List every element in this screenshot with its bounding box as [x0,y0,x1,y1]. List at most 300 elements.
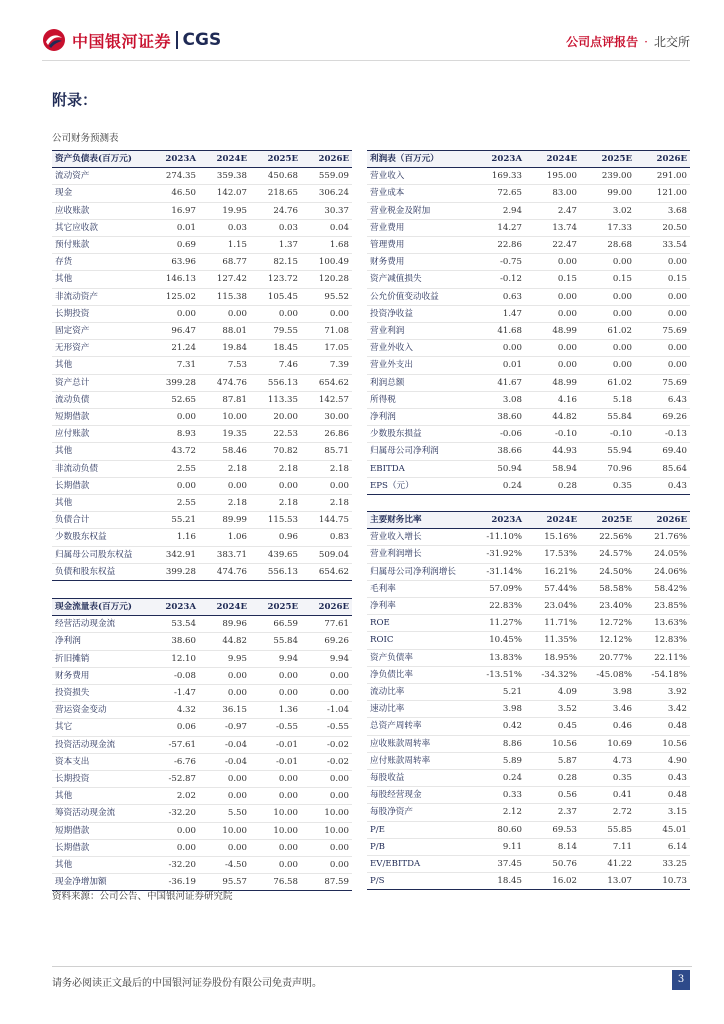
value-cell: 58.42% [654,583,687,594]
table-row [52,512,352,529]
value-cell: 2.47 [557,205,577,216]
table-row [367,752,690,769]
value-cell: 12.72% [599,618,632,629]
row-label-cell: 其他 [55,498,73,509]
value-cell: 0.00 [612,291,632,302]
value-cell: 0.00 [278,842,298,853]
value-cell: 21.24 [171,343,196,354]
value-cell: 16.21% [544,566,577,577]
value-cell: 2.18 [329,498,349,509]
row-label-cell: ROIC [370,635,394,646]
disclaimer-text: 请务必阅读正文最后的中国银河证券股份有限公司免责声明。 [52,978,322,989]
value-cell: 52.65 [171,394,196,405]
value-cell: 10.56 [552,738,577,749]
table-row [52,667,352,684]
row-label-cell: 每股经营现金 [370,790,422,801]
value-cell: 144.75 [318,515,349,526]
row-label-cell: 流动负债 [55,394,90,405]
value-cell: 4.73 [612,755,632,766]
table-row [367,305,690,322]
table-row [367,804,690,821]
value-cell: 11.71% [544,618,577,629]
table-row [52,185,352,202]
value-cell: 55.94 [607,446,632,457]
table-header-row [367,151,690,168]
value-cell: 2.18 [227,498,247,509]
key-ratios-table [367,511,690,890]
value-cell: 4.09 [557,687,577,698]
value-cell: -0.06 [499,429,522,440]
table-row [367,168,690,185]
value-cell: 10.00 [222,412,247,423]
table-row [367,323,690,340]
value-cell: 0.24 [502,480,522,491]
value-cell: 10.00 [273,808,298,819]
value-cell: 7.39 [329,360,349,371]
value-cell: 0.00 [329,480,349,491]
table-row [367,580,690,597]
value-cell: 33.54 [662,240,687,251]
row-label-cell: EV/EBITDA [370,859,421,870]
value-cell: 68.77 [222,257,247,268]
table-row [52,357,352,374]
value-cell: 2.55 [176,463,196,474]
row-label-cell: 营业利润 [370,326,405,337]
value-cell: 0.00 [278,860,298,871]
value-cell: 5.89 [502,755,522,766]
table-row [52,391,352,408]
value-cell: 0.00 [278,791,298,802]
value-cell: 69.40 [662,446,687,457]
value-cell: 274.35 [165,171,196,182]
value-cell: 0.46 [612,721,632,732]
value-cell: 1.15 [227,240,247,251]
row-label-cell: 短期借款 [55,825,90,836]
value-cell: 11.35% [544,635,577,646]
value-cell: 0.15 [557,274,577,285]
value-cell: 342.91 [165,549,196,560]
logo-chinese-name: 中国银河证券 [72,31,172,51]
table-row [52,702,352,719]
value-cell: 1.47 [502,308,522,319]
value-cell: 19.35 [222,429,247,440]
value-cell: 0.43 [667,480,687,491]
value-cell: 70.96 [607,463,632,474]
value-cell: 1.36 [278,705,298,716]
value-cell: 22.53 [273,429,298,440]
table-row [52,426,352,443]
value-cell: -52.87 [168,774,196,785]
table-row [52,839,352,856]
table-row [367,271,690,288]
value-cell: 24.57% [599,549,632,560]
value-cell: 9.11 [502,841,522,852]
value-cell: 14.27 [497,222,522,233]
value-cell: 0.00 [329,791,349,802]
value-cell: 18.45 [497,876,522,887]
value-cell: 105.45 [267,291,298,302]
value-cell: -34.32% [541,669,577,680]
value-cell: 239.00 [601,171,632,182]
value-cell: -32.20 [168,808,196,819]
table-row [52,202,352,219]
table-row [52,219,352,236]
value-cell: 509.04 [318,549,349,560]
value-cell: 0.00 [667,308,687,319]
value-cell: 43.72 [171,446,196,457]
value-cell: 0.69 [176,240,196,251]
row-label-cell: 负债和股东权益 [55,566,116,577]
value-cell: 0.00 [278,774,298,785]
value-cell: 0.00 [667,257,687,268]
value-cell: 24.50% [599,566,632,577]
row-label-cell: 资产总计 [55,377,90,388]
value-cell: 0.00 [667,343,687,354]
value-cell: 399.28 [165,566,196,577]
value-cell: 4.16 [557,394,577,405]
value-cell: 2.18 [278,498,298,509]
value-cell: 439.65 [267,549,298,560]
row-label-cell: EBITDA [370,463,405,474]
value-cell: 121.00 [656,188,687,199]
value-cell: 0.06 [176,722,196,733]
value-cell: 142.57 [318,394,349,405]
row-label-cell: 营业收入 [370,171,405,182]
value-cell: 95.57 [222,877,247,888]
table-title-cell: 主要财务比率 [370,515,422,525]
table-row [367,821,690,838]
value-cell: 10.45% [489,635,522,646]
value-cell: 18.95% [544,652,577,663]
value-cell: 26.86 [324,429,349,440]
value-cell: 30.00 [324,412,349,423]
row-label-cell: 净利润 [370,412,396,423]
value-cell: 0.33 [502,790,522,801]
value-cell: 22.56% [599,532,632,543]
value-cell: 218.65 [267,188,298,199]
value-cell: 2.18 [329,463,349,474]
value-cell: 20.50 [662,222,687,233]
table-row [367,735,690,752]
value-cell: 19.95 [222,205,247,216]
value-cell: 20.77% [599,652,632,663]
value-cell: 0.15 [612,274,632,285]
value-cell: 0.01 [502,360,522,371]
table-row [52,271,352,288]
value-cell: 306.24 [318,188,349,199]
year-header-cell: 2026E [656,154,687,164]
value-cell: 20.00 [273,412,298,423]
value-cell: 85.71 [324,446,349,457]
value-cell: 2.94 [502,205,522,216]
table-row [52,805,352,822]
value-cell: 23.04% [544,601,577,612]
value-cell: 125.02 [165,291,196,302]
value-cell: 0.96 [278,532,298,543]
value-cell: 0.45 [557,721,577,732]
row-label-cell: 每股净资产 [370,807,413,818]
value-cell: 8.93 [176,429,196,440]
value-cell: 0.00 [329,842,349,853]
table-row [52,857,352,874]
row-label-cell: 预付账款 [55,240,90,251]
table-row [52,771,352,788]
row-label-cell: 长期投资 [55,308,90,319]
table-row [52,822,352,839]
value-cell: -32.20 [168,860,196,871]
table-row [367,770,690,787]
report-type-label [566,33,690,50]
value-cell: 146.13 [165,274,196,285]
value-cell: 5.87 [557,755,577,766]
value-cell: 8.86 [502,738,522,749]
value-cell: 0.24 [502,773,522,784]
value-cell: 24.06% [654,566,687,577]
value-cell: 2.72 [612,807,632,818]
year-header-cell: 2025E [601,154,632,164]
value-cell: 87.59 [324,877,349,888]
year-header-cell: 2025E [601,515,632,525]
row-label-cell: 其他 [55,860,73,871]
table-header-row [52,151,352,168]
table-header-row [52,599,352,616]
value-cell: 18.45 [273,343,298,354]
table-row [52,168,352,185]
row-label-cell: 归属母公司净利润 [370,446,439,457]
value-cell: 17.33 [607,222,632,233]
row-label-cell: 现金 [55,188,73,199]
table-row [52,719,352,736]
value-cell: 71.08 [324,326,349,337]
value-cell: 0.00 [227,480,247,491]
value-cell: 0.00 [227,688,247,699]
value-cell: 5.18 [612,394,632,405]
value-cell: 169.33 [491,171,522,182]
row-label-cell: 应付账款 [55,429,90,440]
row-label-cell: 投资活动现金流 [55,739,116,750]
value-cell: 22.83% [489,601,522,612]
value-cell: 0.83 [329,532,349,543]
value-cell: 383.71 [216,549,247,560]
value-cell: 0.00 [176,480,196,491]
value-cell: 0.00 [612,308,632,319]
table-row [367,288,690,305]
value-cell: 36.15 [222,705,247,716]
row-label-cell: 投资净收益 [370,308,413,319]
table-row [52,529,352,546]
value-cell: 72.65 [497,188,522,199]
table-row [52,563,352,580]
value-cell: 115.53 [267,515,298,526]
table-row [367,185,690,202]
value-cell: 0.01 [176,222,196,233]
row-label-cell: 存货 [55,257,73,268]
row-label-cell: 长期借款 [55,842,90,853]
value-cell: 79.55 [273,326,298,337]
row-label-cell: 资产负债率 [370,652,413,663]
value-cell: -13.51% [486,669,522,680]
value-cell: 75.69 [662,377,687,388]
value-cell: -0.08 [173,670,196,681]
value-cell: 1.06 [227,532,247,543]
value-cell: 89.96 [222,619,247,630]
row-label-cell: 现金净增加额 [55,877,107,888]
value-cell: 654.62 [318,566,349,577]
value-cell: 75.69 [662,326,687,337]
value-cell: 0.00 [329,860,349,871]
year-header-cell: 2023A [491,154,522,164]
row-label-cell: 净利润 [55,636,81,647]
row-label-cell: 利润总额 [370,377,405,388]
value-cell: 3.42 [667,704,687,715]
table-row [367,219,690,236]
exchange-label: 北交所 [653,35,690,49]
value-cell: 48.99 [552,326,577,337]
company-logo [42,28,221,52]
value-cell: 0.41 [612,790,632,801]
value-cell: 2.02 [176,791,196,802]
value-cell: 359.38 [216,171,247,182]
value-cell: 5.21 [502,687,522,698]
value-cell: 61.02 [607,326,632,337]
table-row [367,718,690,735]
value-cell: 123.72 [267,274,298,285]
year-header-cell: 2025E [267,602,298,612]
row-label-cell: 应收账款 [55,205,90,216]
value-cell: 0.00 [227,308,247,319]
value-cell: -4.50 [224,860,247,871]
value-cell: -31.14% [486,566,522,577]
value-cell: 399.28 [165,377,196,388]
value-cell: 13.74 [552,222,577,233]
value-cell: 13.07 [607,876,632,887]
year-header-cell: 2023A [491,515,522,525]
value-cell: 87.81 [222,394,247,405]
table-row [367,374,690,391]
value-cell: 24.05% [654,549,687,560]
value-cell: 0.00 [278,308,298,319]
table-row [52,460,352,477]
value-cell: -11.10% [486,532,522,543]
table-row [367,391,690,408]
value-cell: -0.01 [275,739,298,750]
row-label-cell: 其它应收款 [55,222,98,233]
value-cell: 70.82 [273,446,298,457]
value-cell: 63.96 [171,257,196,268]
value-cell: 22.47 [552,240,577,251]
value-cell: 3.46 [612,704,632,715]
row-label-cell: 财务费用 [370,257,405,268]
value-cell: 3.92 [667,687,687,698]
row-label-cell: 流动比率 [370,687,405,698]
value-cell: 55.84 [273,636,298,647]
value-cell: 4.32 [176,705,196,716]
footer-divider [52,966,692,967]
value-cell: -0.55 [275,722,298,733]
data-source: 资料来源：公司公告、中国银河证券研究院 [52,891,233,902]
value-cell: -0.02 [326,756,349,767]
year-header-cell: 2026E [318,154,349,164]
row-label-cell: 投资损失 [55,688,90,699]
table-row [367,202,690,219]
year-header-cell: 2024E [216,154,247,164]
row-label-cell: 应收账款周转率 [370,738,431,749]
value-cell: 58.94 [552,463,577,474]
row-label-cell: 其它 [55,722,73,733]
row-label-cell: 无形资产 [55,343,90,354]
value-cell: -0.10 [554,429,577,440]
table-row [52,340,352,357]
value-cell: 23.85% [654,601,687,612]
year-header-cell: 2026E [318,602,349,612]
value-cell: 15.16% [544,532,577,543]
value-cell: 3.98 [502,704,522,715]
value-cell: 0.00 [612,257,632,268]
value-cell: 0.35 [612,773,632,784]
value-cell: -36.19 [168,877,196,888]
value-cell: 1.16 [176,532,196,543]
value-cell: 0.03 [227,222,247,233]
value-cell: 41.67 [497,377,522,388]
table-row [52,685,352,702]
table-row [52,616,352,633]
value-cell: 0.00 [176,412,196,423]
table-row [367,684,690,701]
row-label-cell: 归属母公司净利润增长 [370,566,456,577]
table-row [52,409,352,426]
row-label-cell: 营业费用 [370,222,405,233]
value-cell: 9.94 [329,653,349,664]
row-label-cell: 所得税 [370,394,396,405]
table-row [52,546,352,563]
value-cell: 8.14 [557,841,577,852]
row-label-cell: 非流动资产 [55,291,98,302]
value-cell: 0.00 [612,360,632,371]
value-cell: -0.13 [664,429,687,440]
value-cell: 0.48 [667,721,687,732]
table-row [367,529,690,546]
table-row [367,477,690,494]
report-type: 公司点评报告 [566,35,639,49]
table-row [367,443,690,460]
row-label-cell: 其他 [55,274,73,285]
row-label-cell: 负债合计 [55,515,90,526]
value-cell: 0.48 [667,790,687,801]
table-row [367,649,690,666]
row-label-cell: 营业外收入 [370,343,413,354]
value-cell: 113.35 [267,394,298,405]
value-cell: -0.02 [326,739,349,750]
value-cell: 22.86 [497,240,522,251]
row-label-cell: 资本支出 [55,756,90,767]
row-label-cell: 营运资金变动 [55,705,107,716]
value-cell: 2.18 [227,463,247,474]
value-cell: 80.60 [497,824,522,835]
value-cell: 2.55 [176,498,196,509]
value-cell: 66.59 [273,619,298,630]
value-cell: 76.58 [273,877,298,888]
table-title-cell: 资产负债表(百万元) [55,154,132,164]
value-cell: 12.83% [654,635,687,646]
value-cell: 10.69 [607,738,632,749]
value-cell: 0.00 [278,688,298,699]
row-label-cell: 营业税金及附加 [370,205,431,216]
value-cell: -6.76 [173,756,196,767]
header-divider [42,60,690,61]
value-cell: 37.45 [497,859,522,870]
value-cell: 46.50 [171,188,196,199]
value-cell: 44.93 [552,446,577,457]
